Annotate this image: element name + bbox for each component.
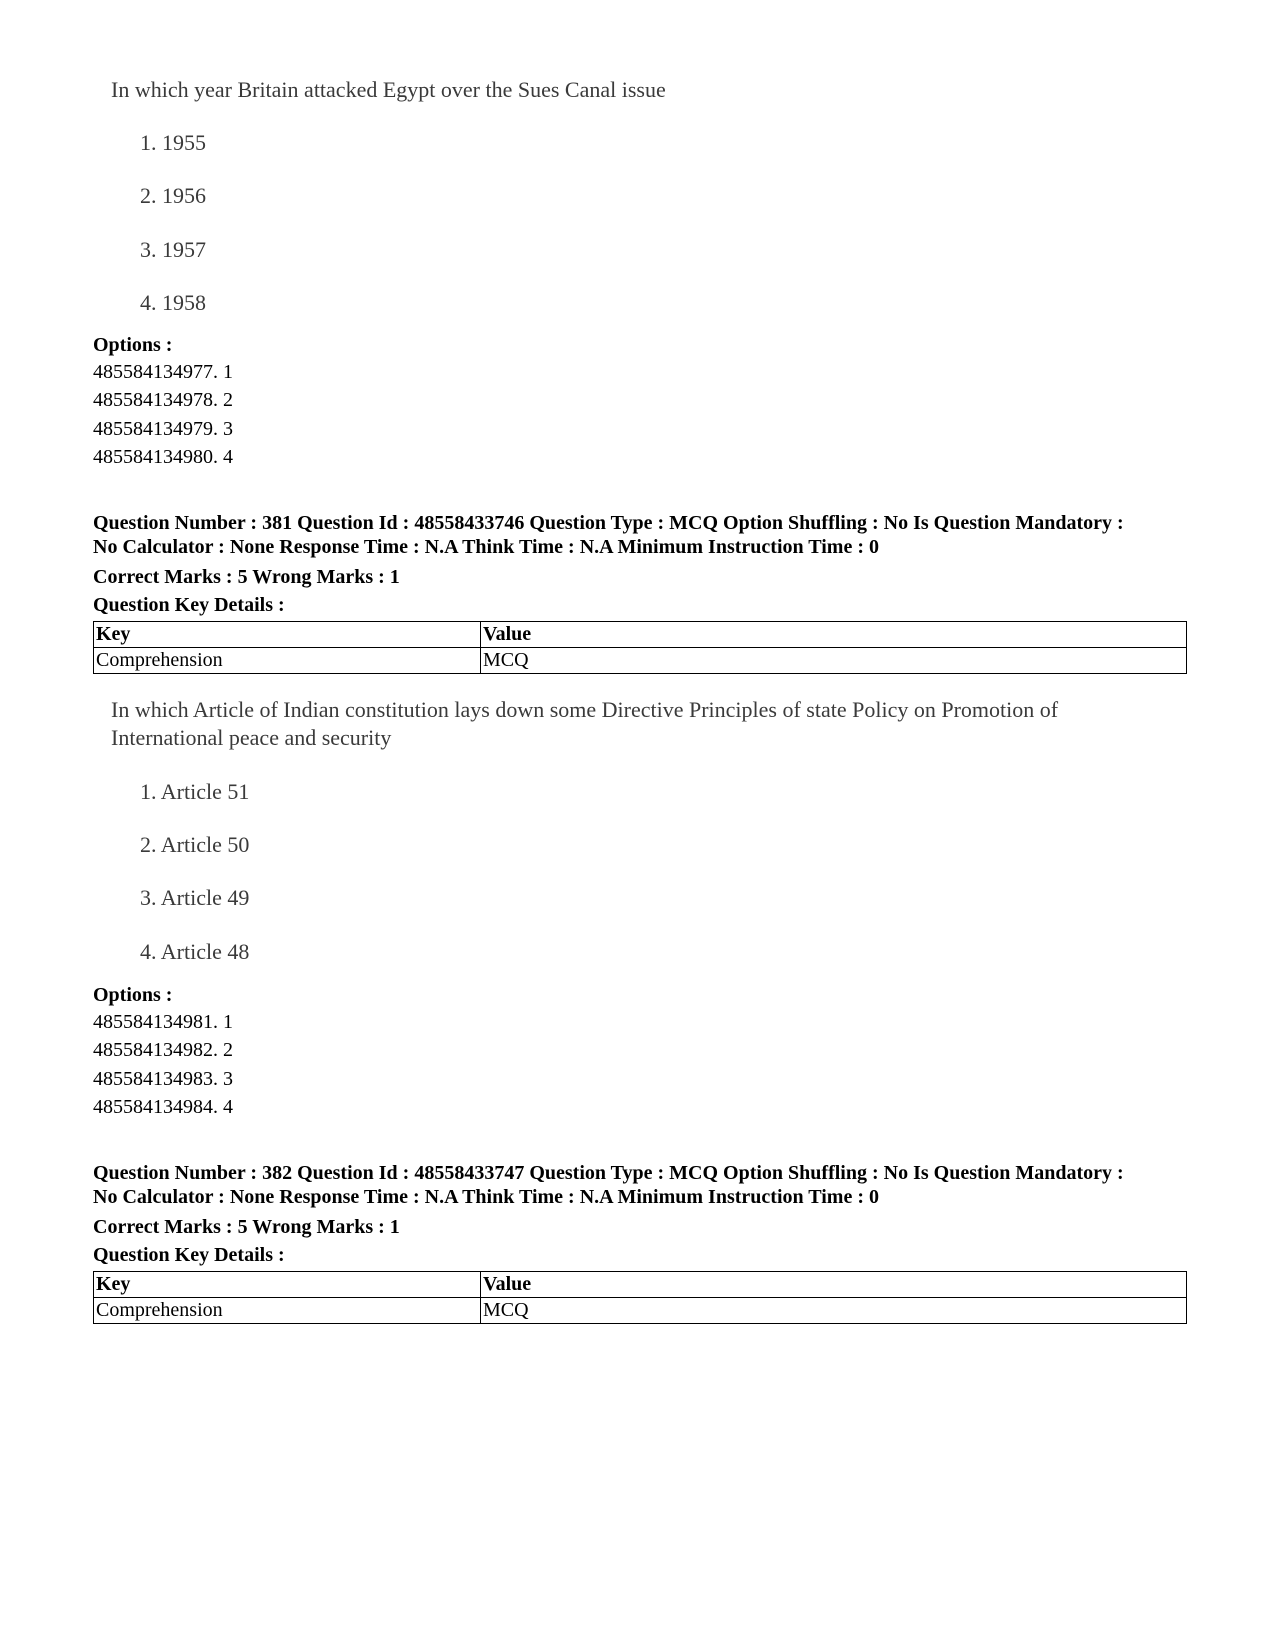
option-id: 485584134981. 1 xyxy=(93,1011,233,1033)
key-details-table xyxy=(93,621,1187,674)
question-text: In which year Britain attacked Egypt over the Sues Canal issue xyxy=(111,77,666,102)
table-row xyxy=(94,1298,1187,1324)
table-header-row xyxy=(94,1272,1187,1298)
question-meta-line: No Calculator : None Response Time : N.A Think Time : N.A Minimum Instruction Time : 0 xyxy=(93,1186,879,1208)
options-label: Options : xyxy=(93,984,173,1006)
table-header-cell: Value xyxy=(481,622,1187,648)
option-id: 485584134983. 3 xyxy=(93,1068,233,1090)
answer-choice: 2. Article 50 xyxy=(140,832,250,857)
table-header-cell: Value xyxy=(481,1272,1187,1298)
option-id: 485584134979. 3 xyxy=(93,418,233,440)
table-cell: MCQ xyxy=(481,1298,1187,1324)
table-row xyxy=(94,648,1187,674)
question-text: International peace and security xyxy=(111,725,392,750)
key-details-label: Question Key Details : xyxy=(93,594,285,616)
question-text: In which Article of Indian constitution lays down some Directive Principles of state Policy on Promotion of xyxy=(111,697,1059,722)
option-id: 485584134984. 4 xyxy=(93,1096,233,1118)
answer-choice: 2. 1956 xyxy=(140,183,206,208)
answer-choice: 1. Article 51 xyxy=(140,779,250,804)
marks-line: Correct Marks : 5 Wrong Marks : 1 xyxy=(93,1216,400,1238)
table-header-cell: Key xyxy=(94,622,481,648)
table-header-row xyxy=(94,622,1187,648)
key-details-table xyxy=(93,1271,1187,1324)
option-id: 485584134978. 2 xyxy=(93,389,233,411)
marks-line: Correct Marks : 5 Wrong Marks : 1 xyxy=(93,566,400,588)
question-meta-line: Question Number : 381 Question Id : 48558433746 Question Type : MCQ Option Shuffling : No Is Question Mandatory : xyxy=(93,512,1124,534)
table-header-cell: Key xyxy=(94,1272,481,1298)
option-id: 485584134977. 1 xyxy=(93,361,233,383)
option-id: 485584134980. 4 xyxy=(93,446,233,468)
key-details-label: Question Key Details : xyxy=(93,1244,285,1266)
answer-choice: 1. 1955 xyxy=(140,130,206,155)
question-meta-line: No Calculator : None Response Time : N.A Think Time : N.A Minimum Instruction Time : 0 xyxy=(93,536,879,558)
answer-choice: 3. Article 49 xyxy=(140,885,250,910)
question-meta-line: Question Number : 382 Question Id : 48558433747 Question Type : MCQ Option Shuffling : No Is Question Mandatory : xyxy=(93,1162,1124,1184)
answer-choice: 4. 1958 xyxy=(140,290,206,315)
table-cell: Comprehension xyxy=(94,1298,481,1324)
table-cell: Comprehension xyxy=(94,648,481,674)
option-id: 485584134982. 2 xyxy=(93,1039,233,1061)
answer-choice: 4. Article 48 xyxy=(140,939,250,964)
answer-choice: 3. 1957 xyxy=(140,237,206,262)
options-label: Options : xyxy=(93,334,173,356)
table-cell: MCQ xyxy=(481,648,1187,674)
